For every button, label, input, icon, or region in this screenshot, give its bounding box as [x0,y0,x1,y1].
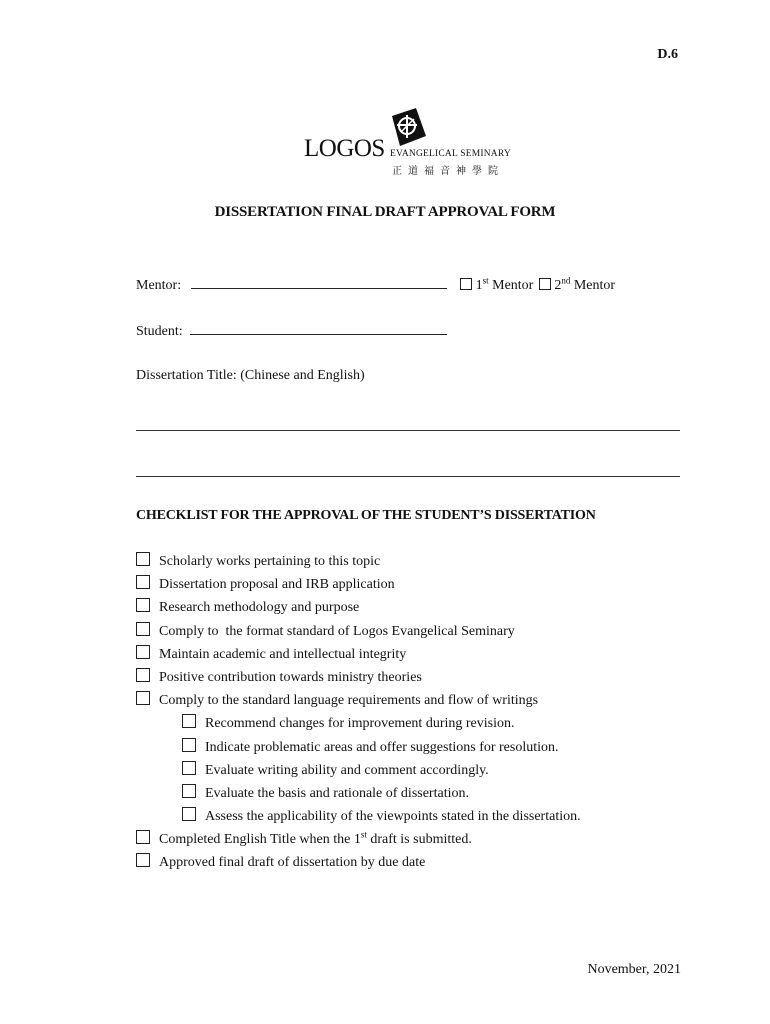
dissertation-title-line-1[interactable] [136,430,680,431]
checklist-sub-item-label: Recommend changes for improvement during revision. [205,716,515,732]
first-mentor-checkbox[interactable] [460,278,472,290]
checklist-item-label: Positive contribution towards ministry theories [159,669,422,685]
checklist-item-label: Comply to the format standard of Logos Evangelical Seminary [159,623,515,639]
checkbox[interactable] [182,807,196,821]
student-row [136,320,447,341]
checklist-item [136,853,581,876]
checklist-item [136,552,581,575]
checklist-item-label: Scholarly works pertaining to this topic [159,554,381,569]
checklist-item [136,668,581,691]
mentor-name-field[interactable] [191,274,447,289]
checklist-item-label-end: draft is submitted. [366,832,472,848]
checklist-item [136,575,581,598]
mentor-label: Mentor: [136,278,182,293]
checkbox[interactable] [182,761,196,775]
checklist-sub-item [136,784,581,807]
checklist-item [136,645,581,668]
checklist-item-label: Maintain academic and intellectual integrity [159,646,407,662]
checklist-sub-item-label: Evaluate writing ability and comment accordingly. [205,762,489,778]
checklist-sub-item [136,761,581,784]
checkbox[interactable] [136,622,150,636]
checkbox[interactable] [182,738,196,752]
logos-emblem-icon [388,108,428,148]
checklist-sub-item-label: Evaluate the basis and rationale of dissertation. [205,785,469,801]
first-mentor-suffix: st [482,275,489,286]
checklist-item-label: Research methodology and purpose [159,600,360,616]
checkbox[interactable] [136,645,150,659]
first-mentor-number: 1 [475,278,483,293]
logo-subtitle: EVANGELICAL SEMINARY [390,149,511,159]
second-mentor-suffix: nd [561,275,571,286]
checklist-sub-item [136,807,581,830]
checkbox[interactable] [182,714,196,728]
checklist-item-label: Dissertation proposal and IRB application [159,577,395,593]
document-id: D.6 [657,47,678,62]
checkbox[interactable] [136,598,150,612]
checkbox[interactable] [136,575,150,589]
dissertation-title-label: Dissertation Title: (Chinese and English) [136,368,365,383]
logo-wordmark: LOGOS [304,135,385,162]
checklist-item-label: Comply to the standard language requirements and flow of writings [159,693,539,709]
dissertation-title-line-2[interactable] [136,476,680,477]
checklist-sub-item-label: Assess the applicability of the viewpoints stated in the dissertation. [205,809,581,825]
checklist-sub-item [136,714,581,737]
mentor-row [136,274,615,295]
checkbox[interactable] [136,853,150,867]
second-mentor-number: 2 [554,278,562,293]
checklist-sub-item-label: Indicate problematic areas and offer suggestions for resolution. [205,739,559,755]
revision-date: November, 2021 [587,962,681,977]
checklist-item-label: Approved final draft of dissertation by due date [159,855,426,871]
checklist [136,552,581,877]
seminary-logo [304,106,524,176]
second-mentor-label: Mentor [573,278,616,293]
checkbox[interactable] [136,830,150,844]
checklist-item-suffix: st [360,829,367,840]
checklist-item [136,830,581,853]
checklist-sub-item [136,738,581,761]
first-mentor-label: Mentor [492,278,534,293]
checkbox[interactable] [136,691,150,705]
checklist-item-label-start: Completed English Title when the 1 [159,832,361,848]
checklist-item [136,622,581,645]
second-mentor-checkbox[interactable] [539,278,551,290]
checkbox[interactable] [182,784,196,798]
student-name-field[interactable] [190,320,447,335]
checklist-heading: CHECKLIST FOR THE APPROVAL OF THE STUDENT’S DISSERTATION [136,508,596,523]
checklist-item [136,691,581,714]
form-title: DISSERTATION FINAL DRAFT APPROVAL FORM [214,204,556,220]
logo-chinese-name: 正道福音神學院 [392,166,504,177]
checklist-item [136,598,581,621]
student-label: Student: [136,324,183,339]
checkbox[interactable] [136,668,150,682]
checkbox[interactable] [136,552,150,566]
